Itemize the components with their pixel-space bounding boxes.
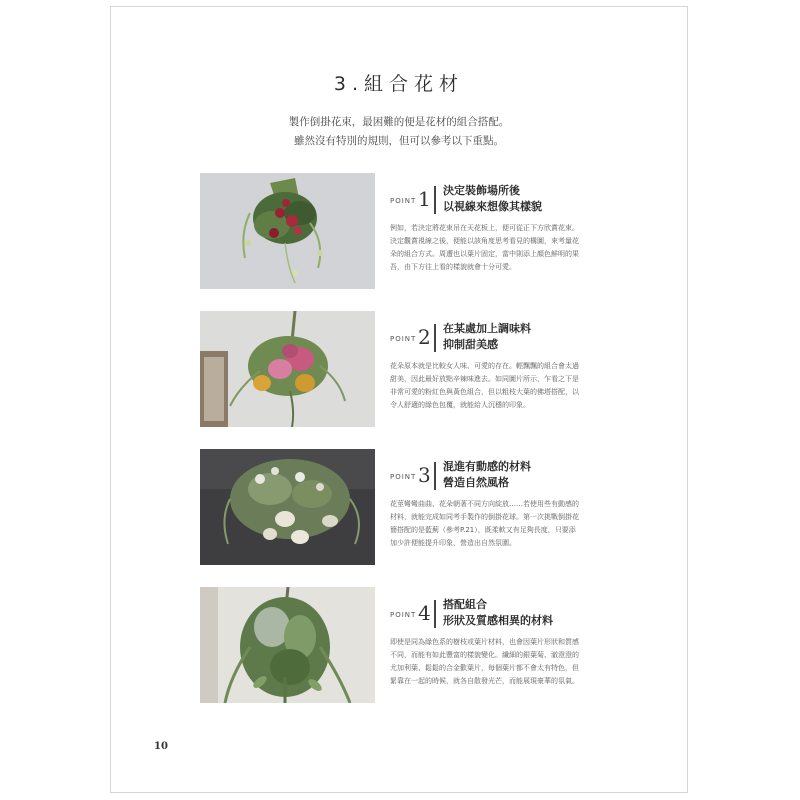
point-body — [390, 498, 614, 550]
intro-line: 雖然沒有特別的規則，但可以參考以下重點。 — [294, 135, 504, 147]
bouquet-photo-3 — [200, 449, 375, 565]
heading-line: 在某處加上調味料 — [443, 322, 531, 335]
body-line: 朵的組合方式。周遭也以葉片固定，當中則添上顏色鮮明的果 — [390, 250, 579, 258]
point-section-4 — [200, 587, 630, 703]
point-section-2 — [200, 311, 630, 427]
heading-line: 決定裝飾場所後 — [443, 184, 520, 197]
point-number: 3 — [418, 463, 431, 487]
book-page — [110, 6, 688, 793]
body-line: 尤加利葉、鬆鬆的合金歡葉片，每個葉片都不會太有特色，但 — [390, 664, 579, 672]
photo-bouquet-pink-yellow — [200, 311, 375, 427]
intro-text — [111, 113, 687, 151]
body-line: 緊靠在一起的時候，就各自散發光芒，而能展現豪華的氛氣。 — [390, 677, 579, 685]
point-head — [390, 183, 614, 217]
body-line: 非常可愛的粉紅色與黃色組合，但以粗枝大葉的佛塔搭配，以 — [390, 388, 579, 396]
point-heading — [443, 597, 553, 628]
photo-bouquet-white-green — [200, 449, 375, 565]
point-number: 1 — [418, 187, 431, 211]
body-line: 即使是同為綠色系的樹枝或葉片材料，也會因葉片形狀和質感 — [390, 638, 579, 646]
heading-divider — [434, 186, 436, 214]
point-text — [390, 597, 614, 688]
point-heading — [443, 183, 542, 214]
point-head — [390, 459, 614, 493]
bouquet-photo-2 — [200, 311, 375, 427]
point-body — [390, 636, 614, 688]
point-section-1 — [200, 173, 630, 289]
point-section-3 — [200, 449, 630, 565]
point-text — [390, 183, 614, 274]
body-line: 令人舒適的綠色包覆，就能給人沉穩的印象。 — [390, 401, 530, 409]
heading-divider — [434, 600, 436, 628]
point-body — [390, 360, 614, 412]
point-heading — [443, 321, 531, 352]
heading-divider — [434, 324, 436, 352]
point-label: POINT — [390, 197, 417, 205]
photo-bouquet-red-berries — [200, 173, 375, 289]
intro-line: 製作倒掛花束，最困難的便是花材的組合搭配。 — [288, 116, 510, 128]
heading-divider — [434, 462, 436, 490]
bouquet-photo-1 — [200, 173, 375, 289]
point-text — [390, 321, 614, 412]
point-label: POINT — [390, 335, 417, 343]
page-title: 3.組合花材 — [333, 73, 465, 95]
point-heading — [443, 459, 531, 490]
point-head — [390, 321, 614, 355]
point-number: 2 — [418, 325, 431, 349]
body-line: 吾，由下方往上看的樣貌就會十分可愛。 — [390, 263, 516, 271]
heading-line: 混進有動感的材料 — [443, 460, 531, 473]
point-body — [390, 222, 614, 274]
heading-line: 營造自然風格 — [443, 475, 509, 489]
point-number: 4 — [418, 601, 431, 625]
body-line: 不同，而能有如此豐富的樣貌變化。纖細的銀葉菊、澈澄澄的 — [390, 651, 579, 659]
body-line: 加少許便能提升印象，營造出自然氛圍。 — [390, 539, 516, 547]
point-text — [390, 459, 614, 550]
point-label: POINT — [390, 473, 417, 481]
body-line: 材料，就能完成如同考手製作的倒掛花球。第一次挑戰倒掛花 — [390, 513, 579, 521]
photo-bouquet-foliage — [200, 587, 375, 703]
point-head — [390, 597, 614, 631]
body-line: 花朵原本就是比較女人味、可愛的存在。輕飄飄的組合會太過 — [390, 362, 579, 370]
body-line: 甜美，因此最好放點辛辣味進去。如同圖片所示，乍看之下是 — [390, 375, 579, 383]
body-line: 花莖彎彎曲曲、花朵朝著不同方向綻放……若使用些有動感的 — [390, 500, 579, 508]
heading-line: 以視線來想像其樣貌 — [443, 199, 542, 213]
body-line: 簡搭配的是藍薊（參考P.21），既柔軟又有足夠長度，只要添 — [390, 526, 576, 534]
body-line: 例如，若決定將花束吊在天花板上，便可從正下方欣賞花束。 — [390, 224, 579, 232]
page-number: 10 — [154, 741, 168, 752]
heading-line: 搭配組合 — [443, 598, 487, 611]
point-label: POINT — [390, 611, 417, 619]
heading-line: 抑制甜美感 — [443, 337, 498, 351]
body-line: 決定觀賞視線之後，便能以該角度思考看見的構圖，來考量花 — [390, 237, 579, 245]
heading-line: 形狀及質感相異的材料 — [443, 613, 553, 627]
bouquet-photo-4 — [200, 587, 375, 703]
